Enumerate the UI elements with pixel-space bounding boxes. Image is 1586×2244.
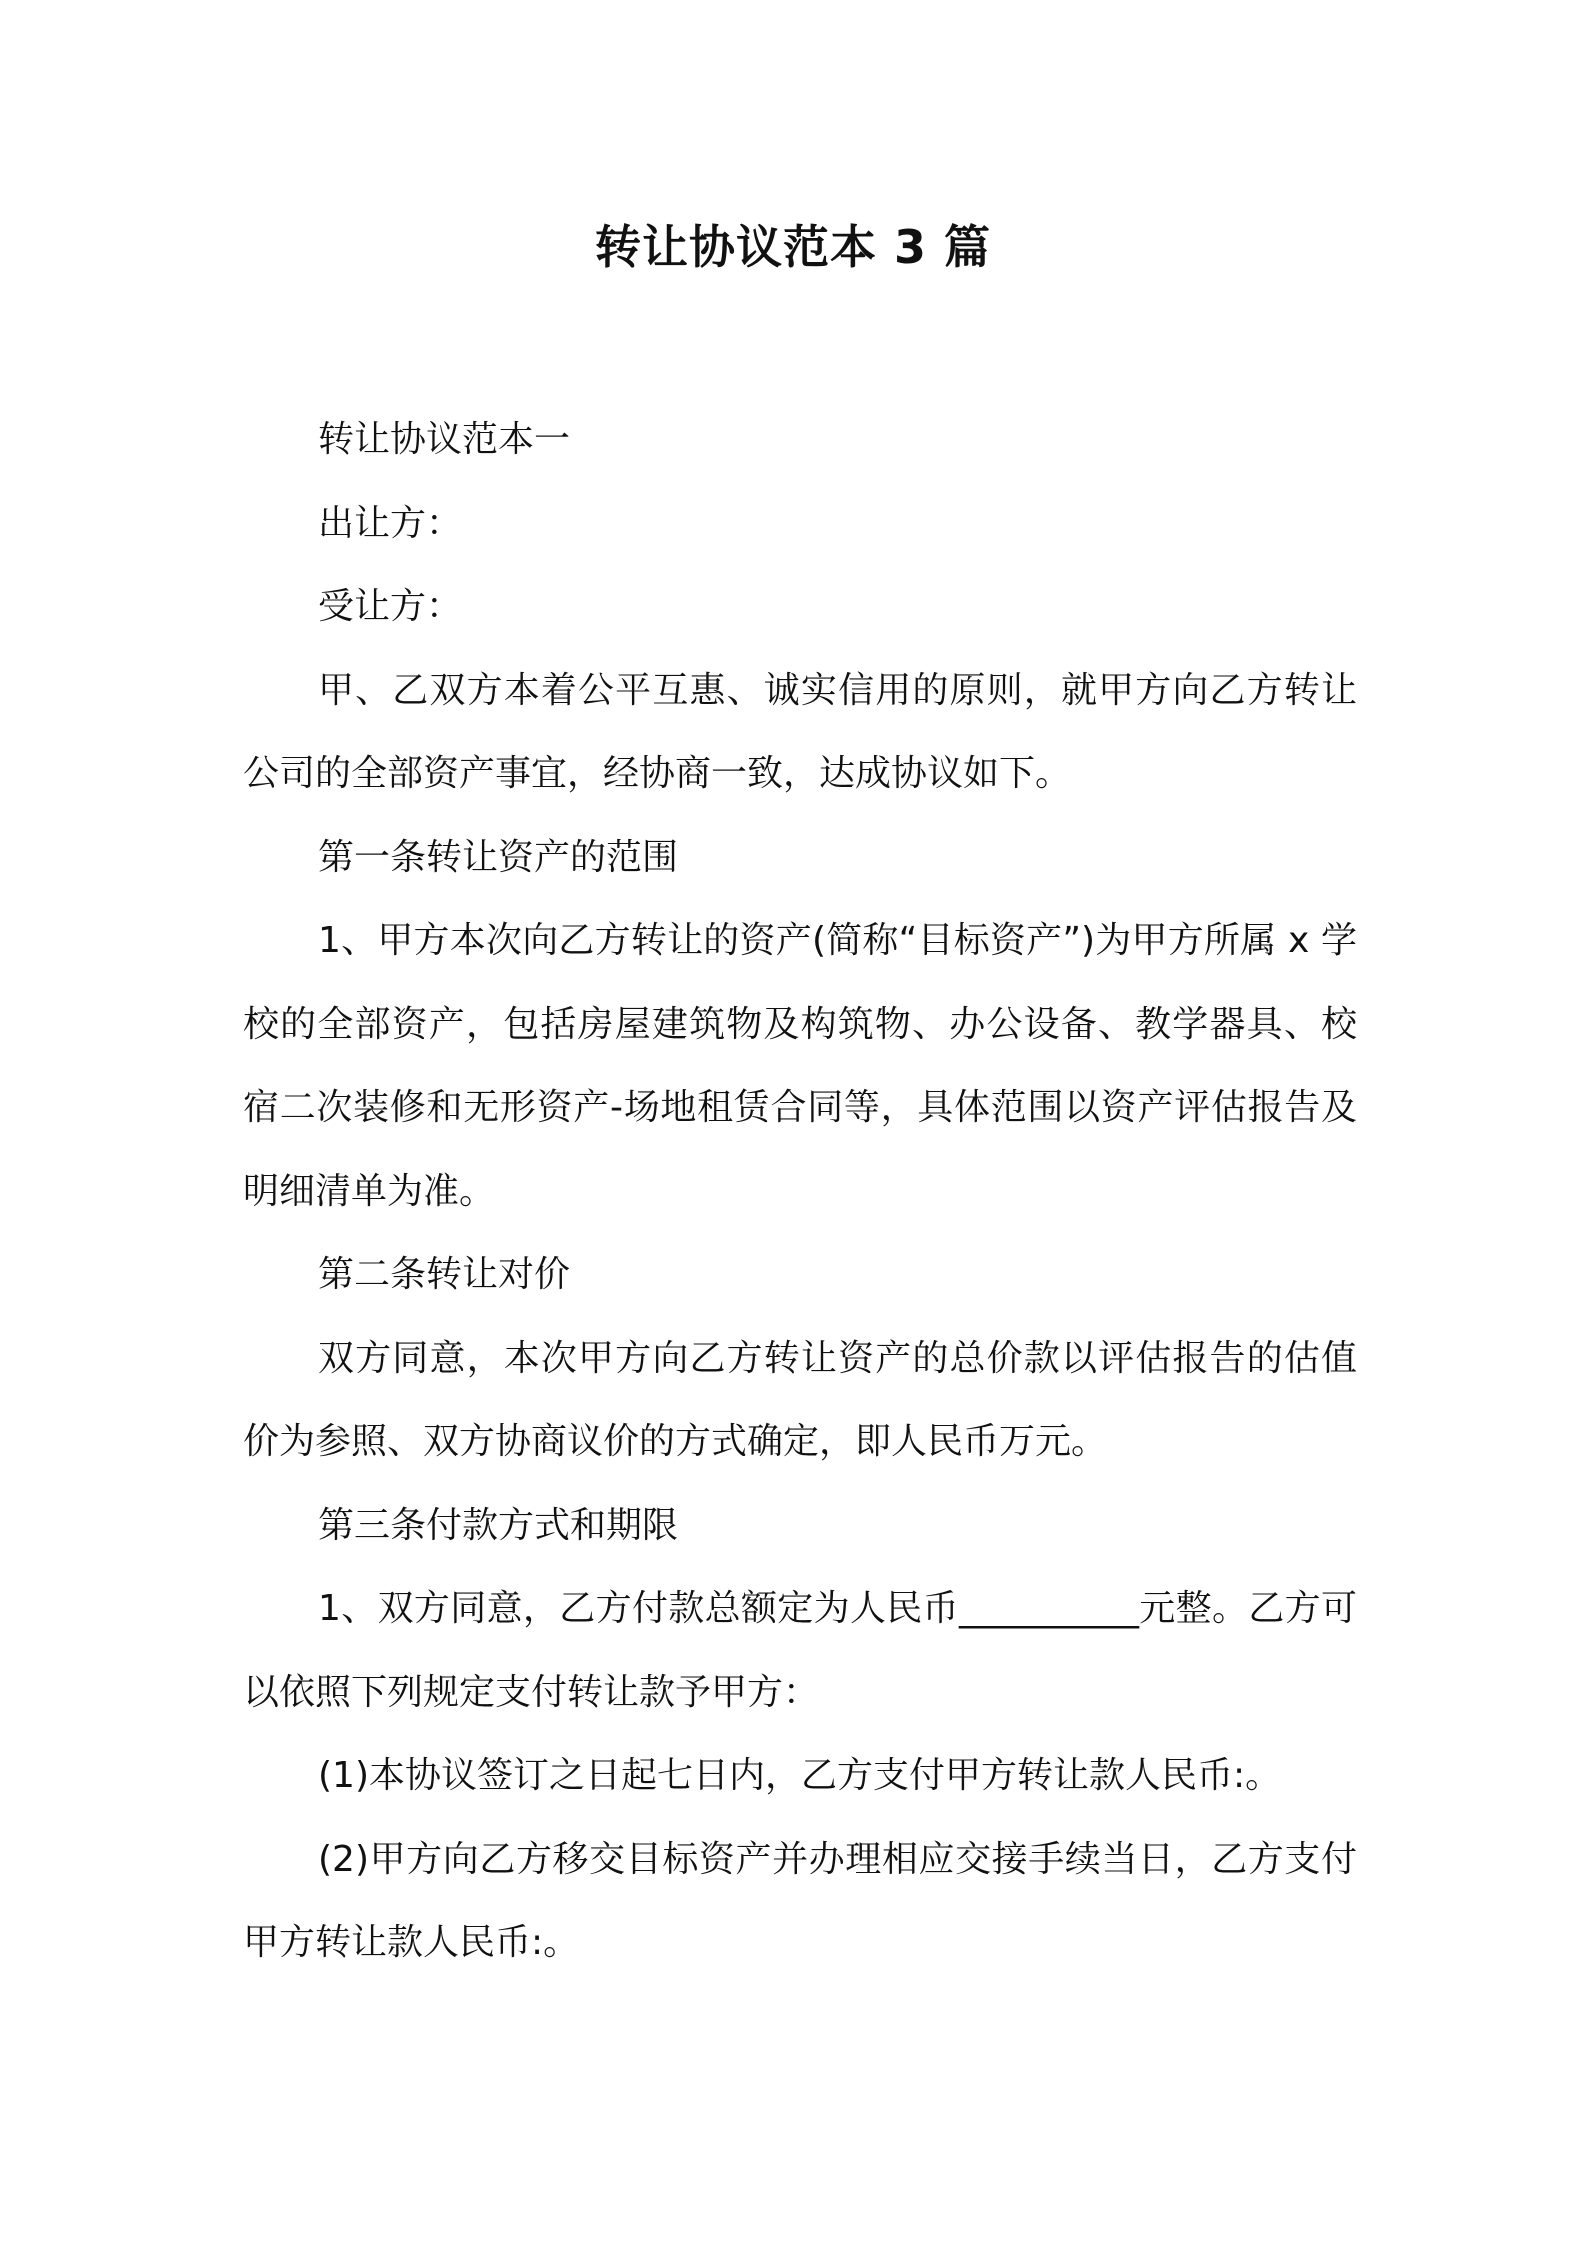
article-one-heading: 第一条转让资产的范围 [318,836,679,878]
transferee-field: 受让方： [318,586,463,627]
preamble-paragraph: 甲、乙双方本着公平互惠、诚实信用的原则，就甲方向乙方转让公司的全部资产事宜，经协商一致，达成协议如下。 [243,669,1357,794]
article-two-body: 双方同意，本次甲方向乙方转让资产的总价款以评估报告的估值价为参照、双方协商议价的方式确定，即人民币万元。 [243,1337,1357,1462]
article-three-item-1: (1)本协议签订之日起七日内，乙方支付甲方转让款人民币:。 [318,1755,1282,1796]
article-three-clause-1: 1、双方同意，乙方付款总额定为人民币__________元整。乙方可以依照下列规定支付转让款予甲方： [243,1588,1357,1713]
section-heading-agreement-one: 转让协议范本一 [318,419,571,460]
document-title: 转让协议范本 3 篇 [594,220,992,274]
article-three-heading: 第三条付款方式和期限 [318,1504,679,1546]
article-one-clause-1: 1、甲方本次向乙方转让的资产(简称“目标资产”)为甲方所属 x 学校的全部资产，包括房屋建筑物及构筑物、办公设备、教学器具、校宿二次装修和无形资产-场地租赁合同等，具体范围以资产评估报告及明细清单为准。 [243,920,1357,1212]
transferor-field: 出让方： [318,502,463,544]
article-two-heading: 第二条转让对价 [318,1254,571,1295]
document-body [243,398,1357,1985]
article-three-item-2: (2)甲方向乙方移交目标资产并办理相应交接手续当日，乙方支付甲方转让款人民币:。 [243,1838,1357,1963]
